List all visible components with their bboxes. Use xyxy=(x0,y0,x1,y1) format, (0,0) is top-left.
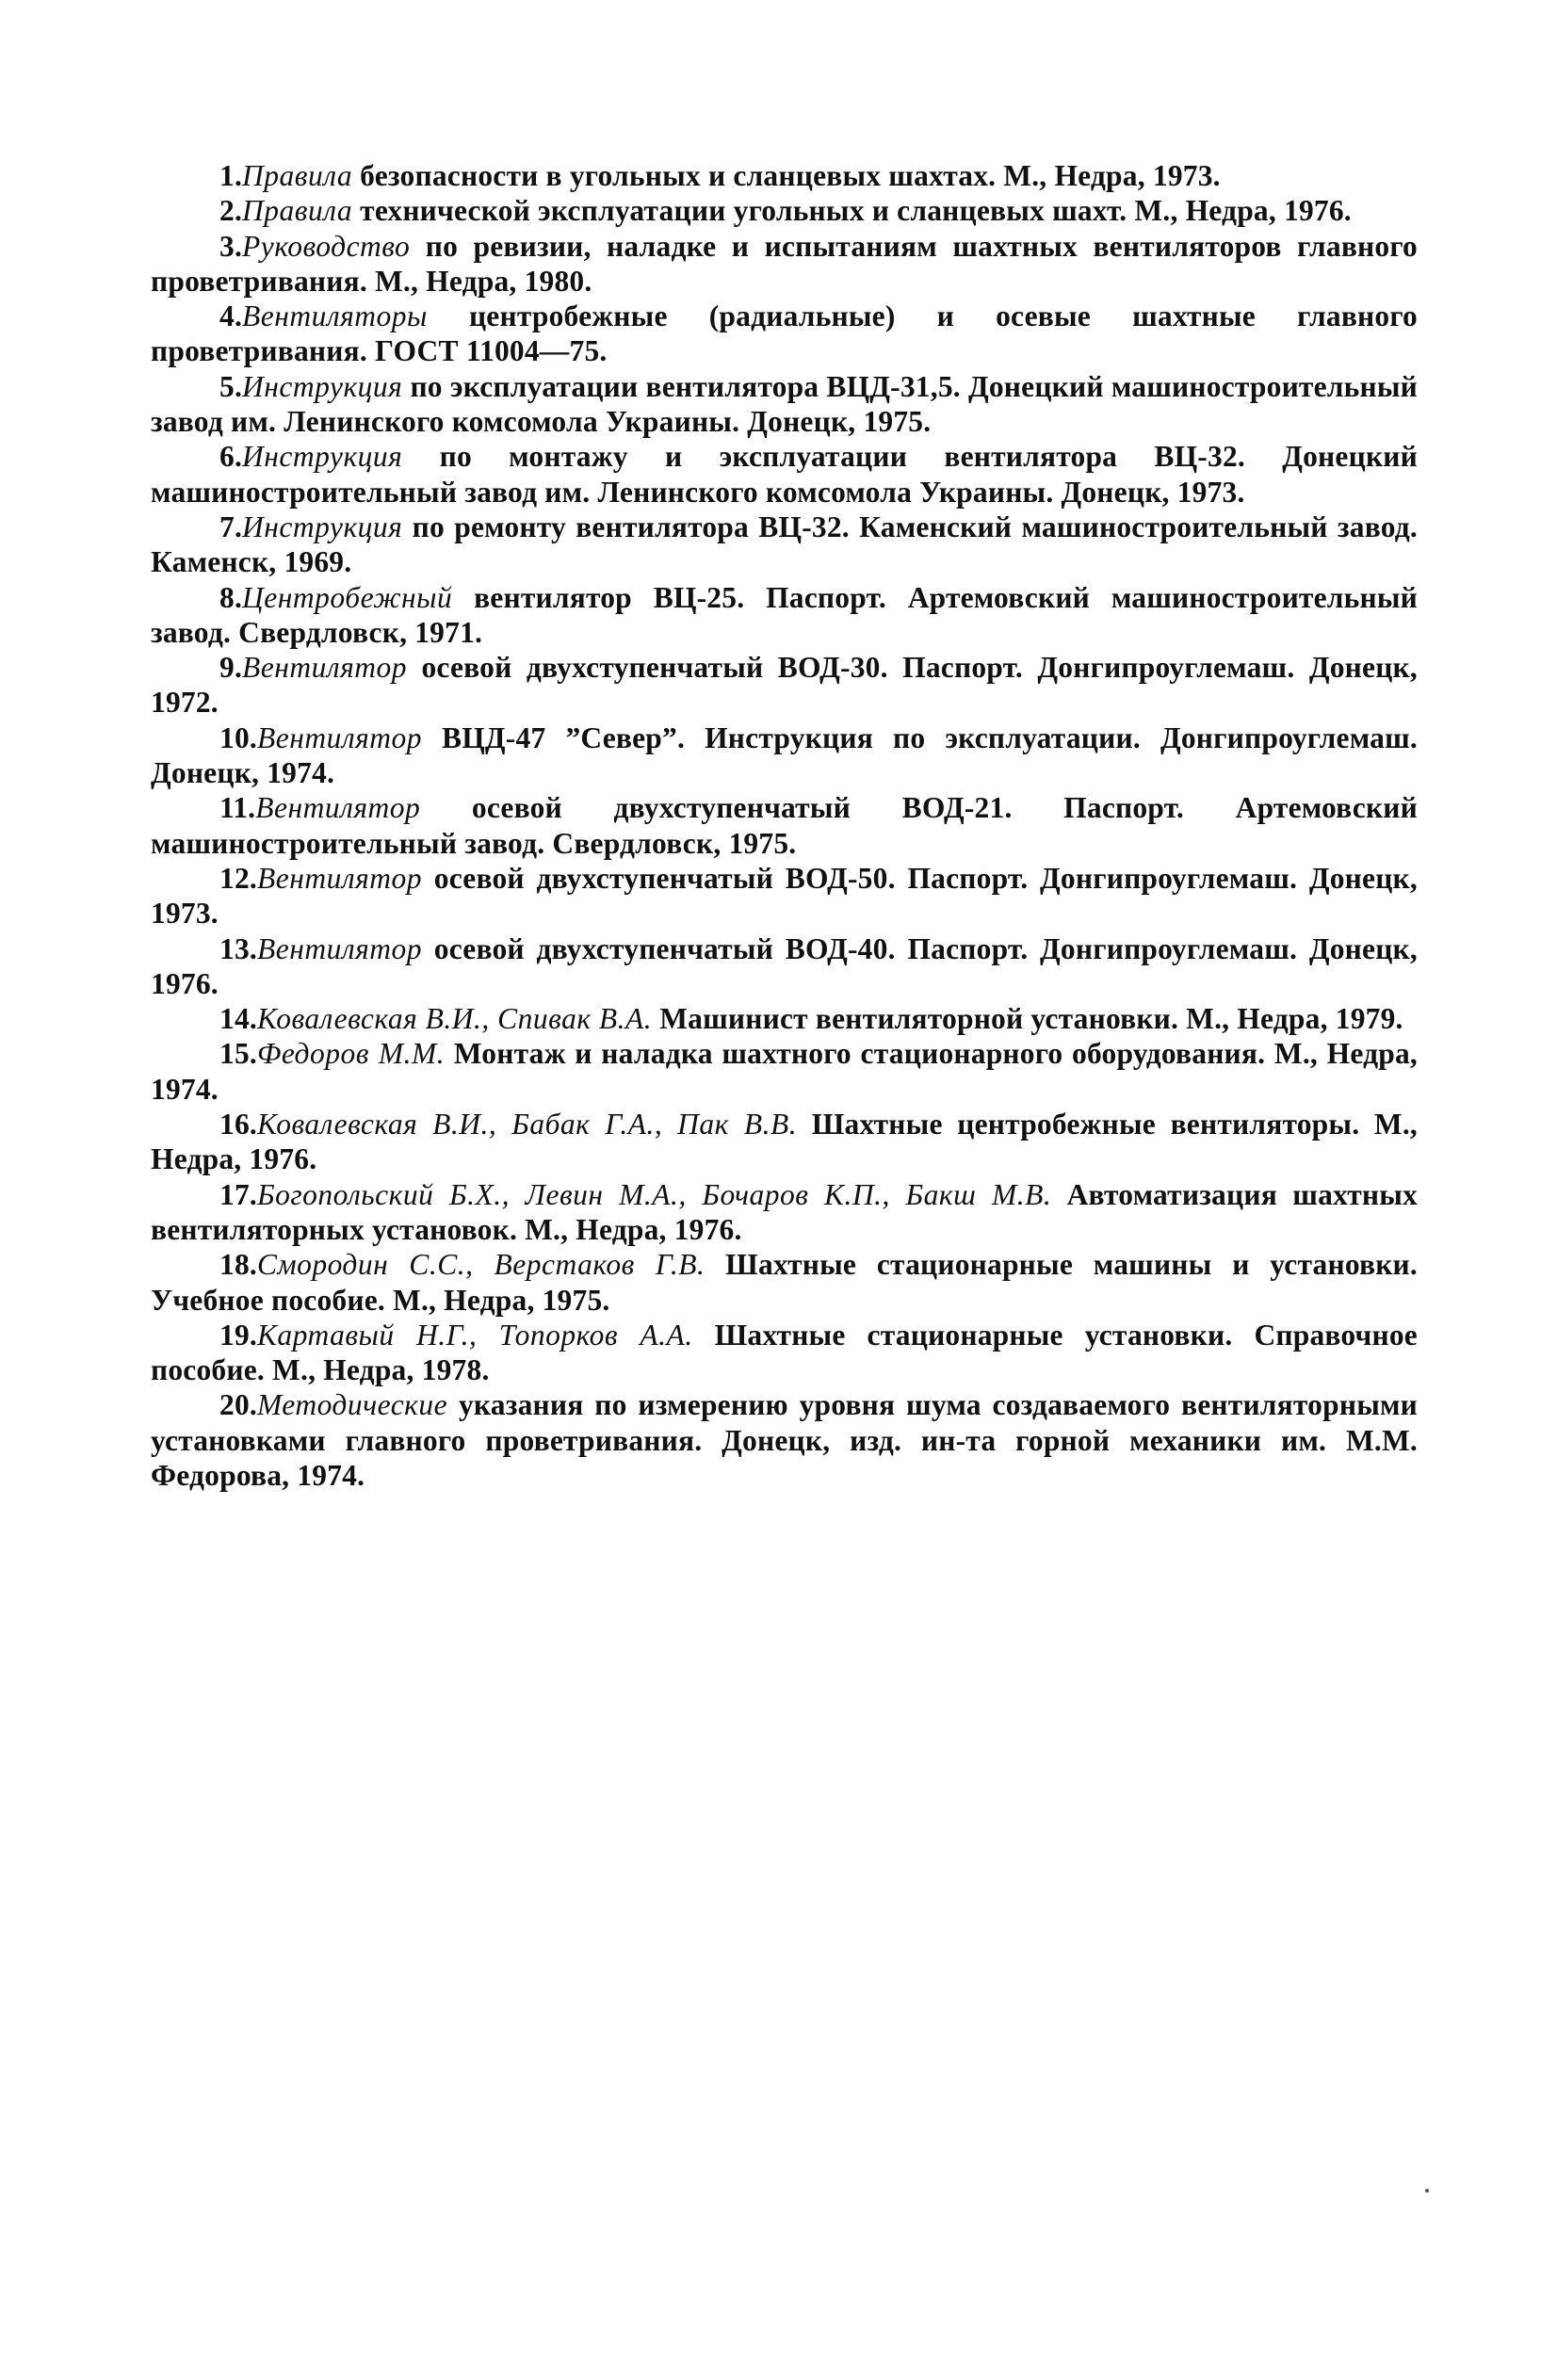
reference-item xyxy=(151,790,1418,861)
reference-text: Шахтные стационарные машины и установки. Учебное пособие. М., Недра, 1975. xyxy=(151,1248,1418,1317)
reference-text: Шахтные центробежные вентиляторы. М., Недра, 1976. xyxy=(151,1108,1418,1176)
reference-lead: Инструкция xyxy=(242,369,403,403)
reference-lead: Вентилятор xyxy=(242,651,408,685)
reference-item xyxy=(151,1177,1418,1248)
reference-lead: Федоров М.М. xyxy=(256,1037,446,1071)
reference-number: 2. xyxy=(219,194,243,228)
reference-item xyxy=(151,1247,1418,1318)
reference-lead: Вентиляторы xyxy=(242,300,428,333)
reference-item xyxy=(151,1107,1418,1177)
reference-number: 19. xyxy=(219,1318,257,1352)
reference-text: по эксплуатации вентилятора ВЦД-31,5. Донецкий машиностроительный завод им. Ленинского комсомола Украины. Донецк, 1975. xyxy=(151,369,1418,439)
reference-lead: Методические xyxy=(256,1388,448,1422)
scan-speck xyxy=(1425,2189,1429,2193)
reference-number: 18. xyxy=(219,1248,257,1282)
reference-list xyxy=(151,158,1418,1493)
reference-number: 16. xyxy=(219,1108,257,1141)
reference-item xyxy=(151,1318,1418,1388)
reference-item xyxy=(151,1387,1418,1493)
reference-number: 7. xyxy=(219,510,243,543)
reference-number: 1. xyxy=(219,159,243,192)
reference-lead: Руководство xyxy=(242,229,411,263)
reference-item xyxy=(151,439,1418,510)
reference-text: по монтажу и эксплуатации вентилятора ВЦ-32. Донецкий машиностроительный завод им. Ленинского комсомола Украины. Донецк, 1973. xyxy=(151,440,1418,509)
reference-text: осевой двухступенчатый ВОД-21. Паспорт. Артемовский машиностроительный завод. Свердловск, 1975. xyxy=(151,791,1418,860)
reference-lead: Богопольский Б.Х., Левин М.А., Бочаров К.П., Бакш М.В. xyxy=(256,1177,1052,1211)
reference-item xyxy=(151,720,1418,791)
reference-text: Машинист вентиляторной установки. М., Недра, 1979. xyxy=(652,1002,1403,1036)
reference-lead: Вентилятор xyxy=(256,720,422,754)
reference-lead: Ковалевская В.И., Спивак В.А. xyxy=(256,1002,653,1036)
reference-item xyxy=(151,1001,1418,1036)
reference-text: осевой двухступенчатый ВОД-40. Паспорт. Донгипроуглемаш. Донецк, 1976. xyxy=(151,931,1418,1000)
reference-item xyxy=(151,229,1418,300)
reference-item xyxy=(151,510,1418,580)
reference-text: технической эксплуатации угольных и сланцевых шахт. М., Недра, 1976. xyxy=(352,194,1352,228)
reference-text: осевой двухступенчатый ВОД-50. Паспорт. Донгипроуглемаш. Донецк, 1973. xyxy=(151,861,1418,931)
reference-number: 13. xyxy=(219,931,257,965)
reference-number: 4. xyxy=(219,300,243,333)
reference-number: 8. xyxy=(219,580,243,614)
reference-number: 17. xyxy=(219,1177,257,1211)
reference-number: 6. xyxy=(219,440,243,474)
reference-number: 20. xyxy=(219,1388,257,1422)
reference-text: по ревизии, наладке и испытаниям шахтных вентиляторов главного проветривания. М., Недра, 1980. xyxy=(151,229,1418,298)
reference-item xyxy=(151,580,1418,651)
reference-number: 12. xyxy=(219,861,257,895)
reference-item xyxy=(151,650,1418,720)
reference-item xyxy=(151,299,1418,369)
reference-item xyxy=(151,193,1418,228)
reference-item xyxy=(151,931,1418,1002)
reference-text: осевой двухступенчатый ВОД-30. Паспорт. Донгипроуглемаш. Донецк, 1972. xyxy=(151,651,1418,720)
reference-text: вентилятор ВЦ-25. Паспорт. Артемовский машиностроительный завод. Свердловск, 1971. xyxy=(151,580,1418,649)
reference-item xyxy=(151,158,1418,193)
reference-number: 5. xyxy=(219,369,243,403)
reference-number: 9. xyxy=(219,651,243,685)
reference-text: ВЦД-47 ”Север”. Инструкция по эксплуатации. Донгипроуглемаш. Донецк, 1974. xyxy=(151,720,1418,790)
reference-number: 15. xyxy=(219,1037,257,1071)
reference-lead: Смородин С.С., Верстаков Г.В. xyxy=(256,1248,706,1282)
reference-text: по ремонту вентилятора ВЦ-32. Каменский машиностроительный завод. Каменск, 1969. xyxy=(151,510,1418,579)
reference-lead: Правила xyxy=(242,159,353,192)
reference-lead: Центробежный xyxy=(242,580,453,614)
reference-lead: Картавый Н.Г., Топорков А.А. xyxy=(256,1318,693,1352)
reference-number: 11. xyxy=(219,791,256,825)
reference-lead: Вентилятор xyxy=(256,931,422,965)
reference-text: Автоматизация шахтных вентиляторных установок. М., Недра, 1976. xyxy=(151,1177,1418,1246)
reference-number: 10. xyxy=(219,720,257,754)
reference-lead: Ковалевская В.И., Бабак Г.А., Пак В.В. xyxy=(256,1108,798,1141)
reference-item xyxy=(151,861,1418,931)
reference-text: указания по измерению уровня шума создаваемого вентиляторными установками главного проветривания. Донецк, изд. ин-та горной механики им. М.М. Федорова, 1974. xyxy=(151,1388,1418,1492)
reference-number: 3. xyxy=(219,229,243,263)
reference-lead: Правила xyxy=(242,194,353,228)
reference-text: безопасности в угольных и сланцевых шахтах. М., Недра, 1973. xyxy=(352,159,1221,192)
reference-lead: Вентилятор xyxy=(256,861,422,895)
reference-item xyxy=(151,369,1418,440)
reference-item xyxy=(151,1036,1418,1107)
reference-lead: Инструкция xyxy=(242,440,403,474)
reference-text: Шахтные стационарные установки. Справочное пособие. М., Недра, 1978. xyxy=(151,1318,1418,1387)
reference-lead: Инструкция xyxy=(242,510,403,543)
reference-lead: Вентилятор xyxy=(255,791,421,825)
reference-number: 14. xyxy=(219,1002,257,1036)
reference-text: Монтаж и наладка шахтного стационарного оборудования. М., Недра, 1974. xyxy=(151,1037,1418,1106)
reference-text: центробежные (радиальные) и осевые шахтные главного проветривания. ГОСТ 11004—75. xyxy=(151,300,1418,368)
